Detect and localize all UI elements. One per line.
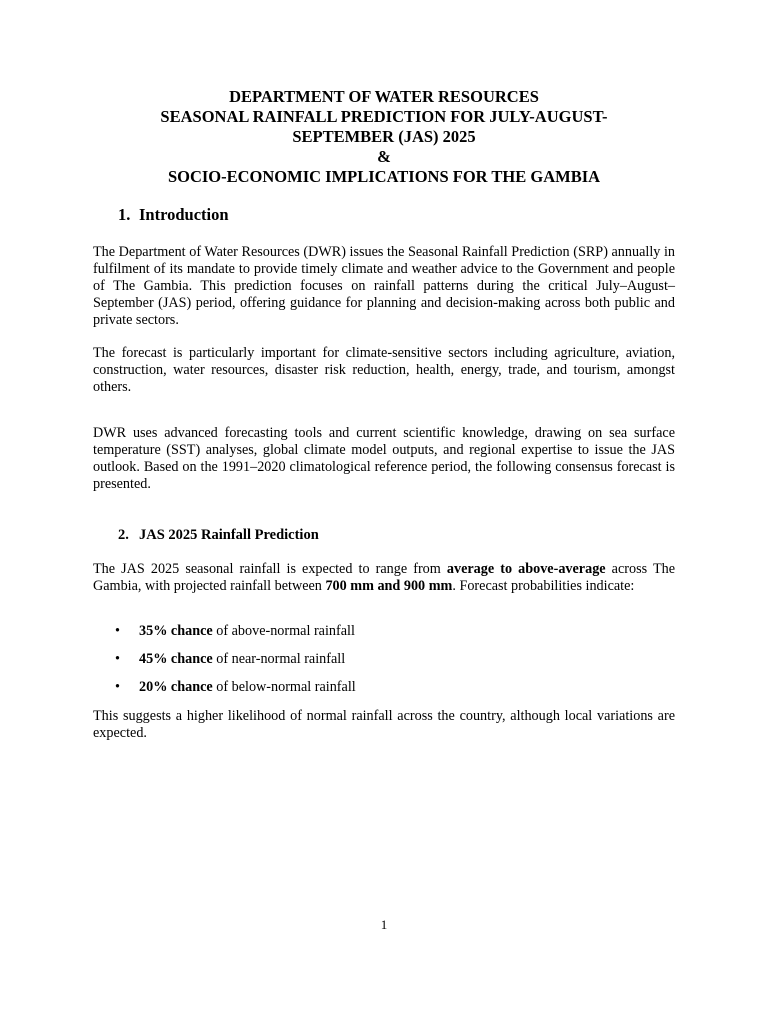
probability-value: 45% chance <box>139 651 213 667</box>
intro-paragraph-1: The Department of Water Resources (DWR) issues the Seasonal Rainfall Prediction (SRP) annually in fulfilment of its mandate to provide timely climate and weather advice to the Government and people of The Gambia. This prediction focuses on rainfall patterns during the critical July–August–September (JAS) period, offering guidance for planning and decision-making across both public and private sectors. <box>93 244 675 328</box>
list-item <box>93 679 675 707</box>
section-2-heading <box>118 526 319 544</box>
section-1-heading <box>118 205 229 225</box>
prediction-text-a: The JAS 2025 seasonal rainfall is expected to range from <box>93 561 447 577</box>
title-line-implications: SOCIO-ECONOMIC IMPLICATIONS FOR THE GAMBIA <box>167 167 601 186</box>
prediction-range-label: average to above-average <box>446 561 606 577</box>
bullet-icon: • <box>115 651 120 667</box>
intro-paragraph-2: The forecast is particularly important for climate-sensitive sectors including agriculture, aviation, construction, water resources, disaster risk reduction, health, energy, trade, and tourism, amongst others. <box>93 345 675 395</box>
list-item <box>93 651 675 679</box>
document-title <box>93 87 675 187</box>
title-line-department: DEPARTMENT OF WATER RESOURCES <box>229 87 539 106</box>
prediction-text-e: . Forecast probabilities indicate: <box>452 578 635 594</box>
intro-paragraph-3: DWR uses advanced forecasting tools and current scientific knowledge, drawing on sea surface temperature (SST) analyses, global climate model outputs, and regional expertise to issue the JAS outlook. Based on the 1991–2020 climatological reference period, the following consensus forecast is presented. <box>93 425 675 492</box>
section-1-number: 1. <box>118 205 131 224</box>
page-number: 1 <box>380 917 388 932</box>
section-2-title: JAS 2025 Rainfall Prediction <box>139 527 319 543</box>
bullet-icon: • <box>115 679 120 695</box>
section-1-title: Introduction <box>139 205 229 224</box>
probability-description: of near-normal rainfall <box>212 651 346 667</box>
probability-list <box>93 623 675 707</box>
probability-description: of above-normal rainfall <box>212 623 355 639</box>
bullet-icon: • <box>115 623 120 639</box>
list-item <box>93 623 675 651</box>
probability-value: 20% chance <box>139 679 213 695</box>
section-2-number: 2. <box>118 527 129 543</box>
conclusion-paragraph: This suggests a higher likelihood of normal rainfall across the country, although local variations are expected. <box>93 708 675 741</box>
probability-value: 35% chance <box>139 623 213 639</box>
title-line-prediction: SEASONAL RAINFALL PREDICTION FOR JULY-AUGUST- <box>160 107 608 126</box>
prediction-paragraph <box>93 561 675 595</box>
title-line-period: SEPTEMBER (JAS) 2025 <box>292 127 476 146</box>
prediction-rainfall-amount: 700 mm and 900 mm <box>325 578 453 594</box>
title-line-ampersand: & <box>377 147 391 166</box>
probability-description: of below-normal rainfall <box>212 679 356 695</box>
prediction-text-c: across The Gambia, with projected rainfall between <box>93 561 676 594</box>
